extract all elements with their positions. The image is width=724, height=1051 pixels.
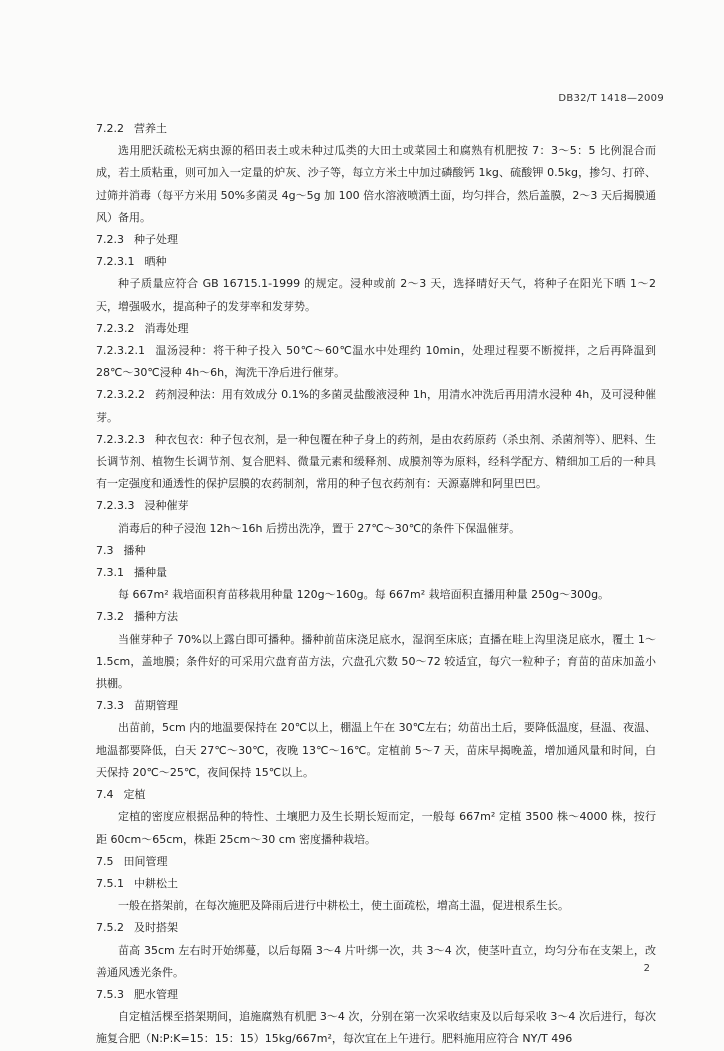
paragraph: 当催芽种子 70%以上露白即可播种。播种前苗床浇足底水，湿润至床底；直播在畦上沟里浇足底水，覆土 1～1.5cm，盖地膜；条件好的可采用穴盘育苗方法，穴盘孔穴数 50～72 较适宜，每穴一粒种子；育苗的苗床加盖小拱棚。 [96, 632, 656, 691]
section-title: 浸种催芽 [144, 499, 189, 513]
document-body [96, 118, 656, 1051]
section-heading [96, 784, 656, 806]
paragraph: 苗高 35cm 左右时开始绑蔓，以后每隔 3～4 片叶绑一次，共 3～4 次，使茎叶直立，均匀分布在支架上，改善通风透光条件。 [96, 943, 656, 979]
section-number: 7.3.1 [96, 566, 124, 580]
section-heading [96, 318, 656, 340]
section-number: 7.5.1 [96, 876, 124, 890]
section-title: 播种 [123, 543, 146, 557]
section-number: 7.2.3.1 [96, 255, 135, 269]
document-code: DB32/T 1418—2009 [558, 93, 664, 104]
section-number: 7.2.3.3 [96, 499, 135, 513]
paragraph: 选用肥沃疏松无病虫源的稻田表土或未种过瓜类的大田土或菜园土和腐熟有机肥按 7：3～5：5 比例混合而成，若土质粘重，则可加入一定量的炉灰、沙子等，每立方米土中加过磷酸钙 1kg、硫酸钾 0.5kg，掺匀、打碎、过筛并消毒（每平方米用 50%多菌灵 4g～5g 加 100 倍水溶液喷洒土面，均匀拌合，然后盖膜，2～3 天后揭膜通风）备用。 [96, 144, 656, 224]
paragraph-text: 温汤浸种：将干种子投入 50℃～60℃温水中处理约 10min，处理过程要不断搅拌，之后再降温到 28℃～30℃浸种 4h～6h，淘洗干净后进行催芽。 [96, 344, 656, 380]
section-heading [96, 917, 656, 939]
section-number: 7.2.2 [96, 122, 124, 135]
section-title: 中耕松土 [134, 876, 178, 890]
paragraph: 自定植活棵至搭架期间，追施腐熟有机肥 3～4 次，分别在第一次采收结束及以后每采收 3～4 次后进行，每次施复合肥（N:P:K=15：15：15）15kg/667m²，每次宜在上午进行。肥料施用应符合 NY/T 496 [96, 1010, 656, 1046]
section-title: 苗期管理 [134, 699, 178, 713]
section-title: 消毒处理 [144, 321, 189, 335]
page-number: 2 [643, 963, 650, 974]
paragraph: 种子质量应符合 GB 16715.1-1999 的规定。浸种或前 2～3 天，选择晴好天气，将种子在阳光下晒 1～2 天，增强吸水，提高种子的发芽率和发芽势。 [96, 277, 656, 313]
section-title: 播种方法 [134, 610, 178, 624]
numbered-paragraph [96, 384, 656, 428]
section-number: 7.3.2 [96, 610, 124, 624]
section-title: 及时搭架 [134, 921, 178, 935]
paragraph-number: 7.2.3.2.2 [96, 388, 145, 402]
section-heading [96, 229, 656, 251]
paragraph-number: 7.2.3.2.3 [96, 432, 145, 446]
section-title: 种子处理 [134, 233, 178, 247]
section-title: 营养土 [134, 122, 167, 135]
paragraph-number: 7.2.3.2.1 [96, 344, 145, 358]
section-title: 田间管理 [123, 854, 168, 868]
paragraph-text: 药剂浸种法：用有效成分 0.1%的多菌灵盐酸液浸种 1h，用清水冲洗后再用清水浸种 4h，及可浸种催芽。 [96, 388, 656, 424]
section-number: 7.5.3 [96, 987, 124, 1001]
section-number: 7.2.3.2 [96, 321, 135, 335]
section-heading [96, 606, 656, 628]
section-heading [96, 873, 656, 895]
section-heading [96, 851, 656, 873]
section-number: 7.5 [96, 854, 114, 868]
section-title: 定植 [123, 788, 146, 802]
paragraph-text: 种衣包衣：种子包衣剂，是一种包覆在种子身上的药剂，是由农药原药（杀虫剂、杀菌剂等）、肥料、生长调节剂、植物生长调节剂、复合肥料、微量元素和缓释剂、成膜剂等为原料，经科学配方、精细加工后的一种具有一定强度和通透性的保护层膜的农药制剂，常用的种子包衣药剂有：天源嘉牌和阿里巴巴。 [96, 432, 656, 491]
section-number: 7.3 [96, 543, 114, 557]
section-heading [96, 695, 656, 717]
paragraph: 一般在搭架前，在每次施肥及降雨后进行中耕松土，使土面疏松，增高土温，促进根系生长。 [118, 899, 569, 913]
paragraph: 出苗前，5cm 内的地温要保持在 20℃以上，棚温上午在 30℃左右；幼苗出土后，要降低温度，昼温、夜温、地温都要降低，白天 27℃～30℃，夜晚 13℃～16℃。定植前 5～7 天，苗床早揭晚盖，增加通风量和时间，白天保持 20℃～25℃，夜间保持 15℃以上。 [96, 721, 656, 779]
section-heading [96, 562, 656, 584]
section-number: 7.5.2 [96, 921, 124, 935]
section-number: 7.2.3 [96, 233, 124, 247]
paragraph: 消毒后的种子浸泡 12h～16h 后捞出洗净，置于 27℃～30℃的条件下保温催芽。 [118, 521, 521, 535]
section-heading [96, 118, 656, 140]
section-heading [96, 984, 656, 1006]
section-title: 晒种 [144, 255, 167, 269]
section-title: 肥水管理 [134, 987, 178, 1001]
numbered-paragraph [96, 429, 656, 496]
section-title: 播种量 [134, 566, 167, 580]
section-heading [96, 251, 656, 273]
numbered-paragraph [96, 340, 656, 384]
section-heading [96, 495, 656, 517]
section-heading [96, 540, 656, 562]
section-number: 7.3.3 [96, 699, 124, 713]
paragraph: 每 667m² 栽培面积育苗移栽用种量 120g～160g。每 667m² 栽培面积直播用种量 250g～300g。 [118, 588, 610, 602]
paragraph: 定植的密度应根据品种的特性、土壤肥力及生长期长短而定，一般每 667m² 定植 3500 株～4000 株，按行距 60cm～65cm，株距 25cm～30 cm 密度播种栽培。 [96, 810, 656, 846]
section-number: 7.4 [96, 788, 114, 802]
